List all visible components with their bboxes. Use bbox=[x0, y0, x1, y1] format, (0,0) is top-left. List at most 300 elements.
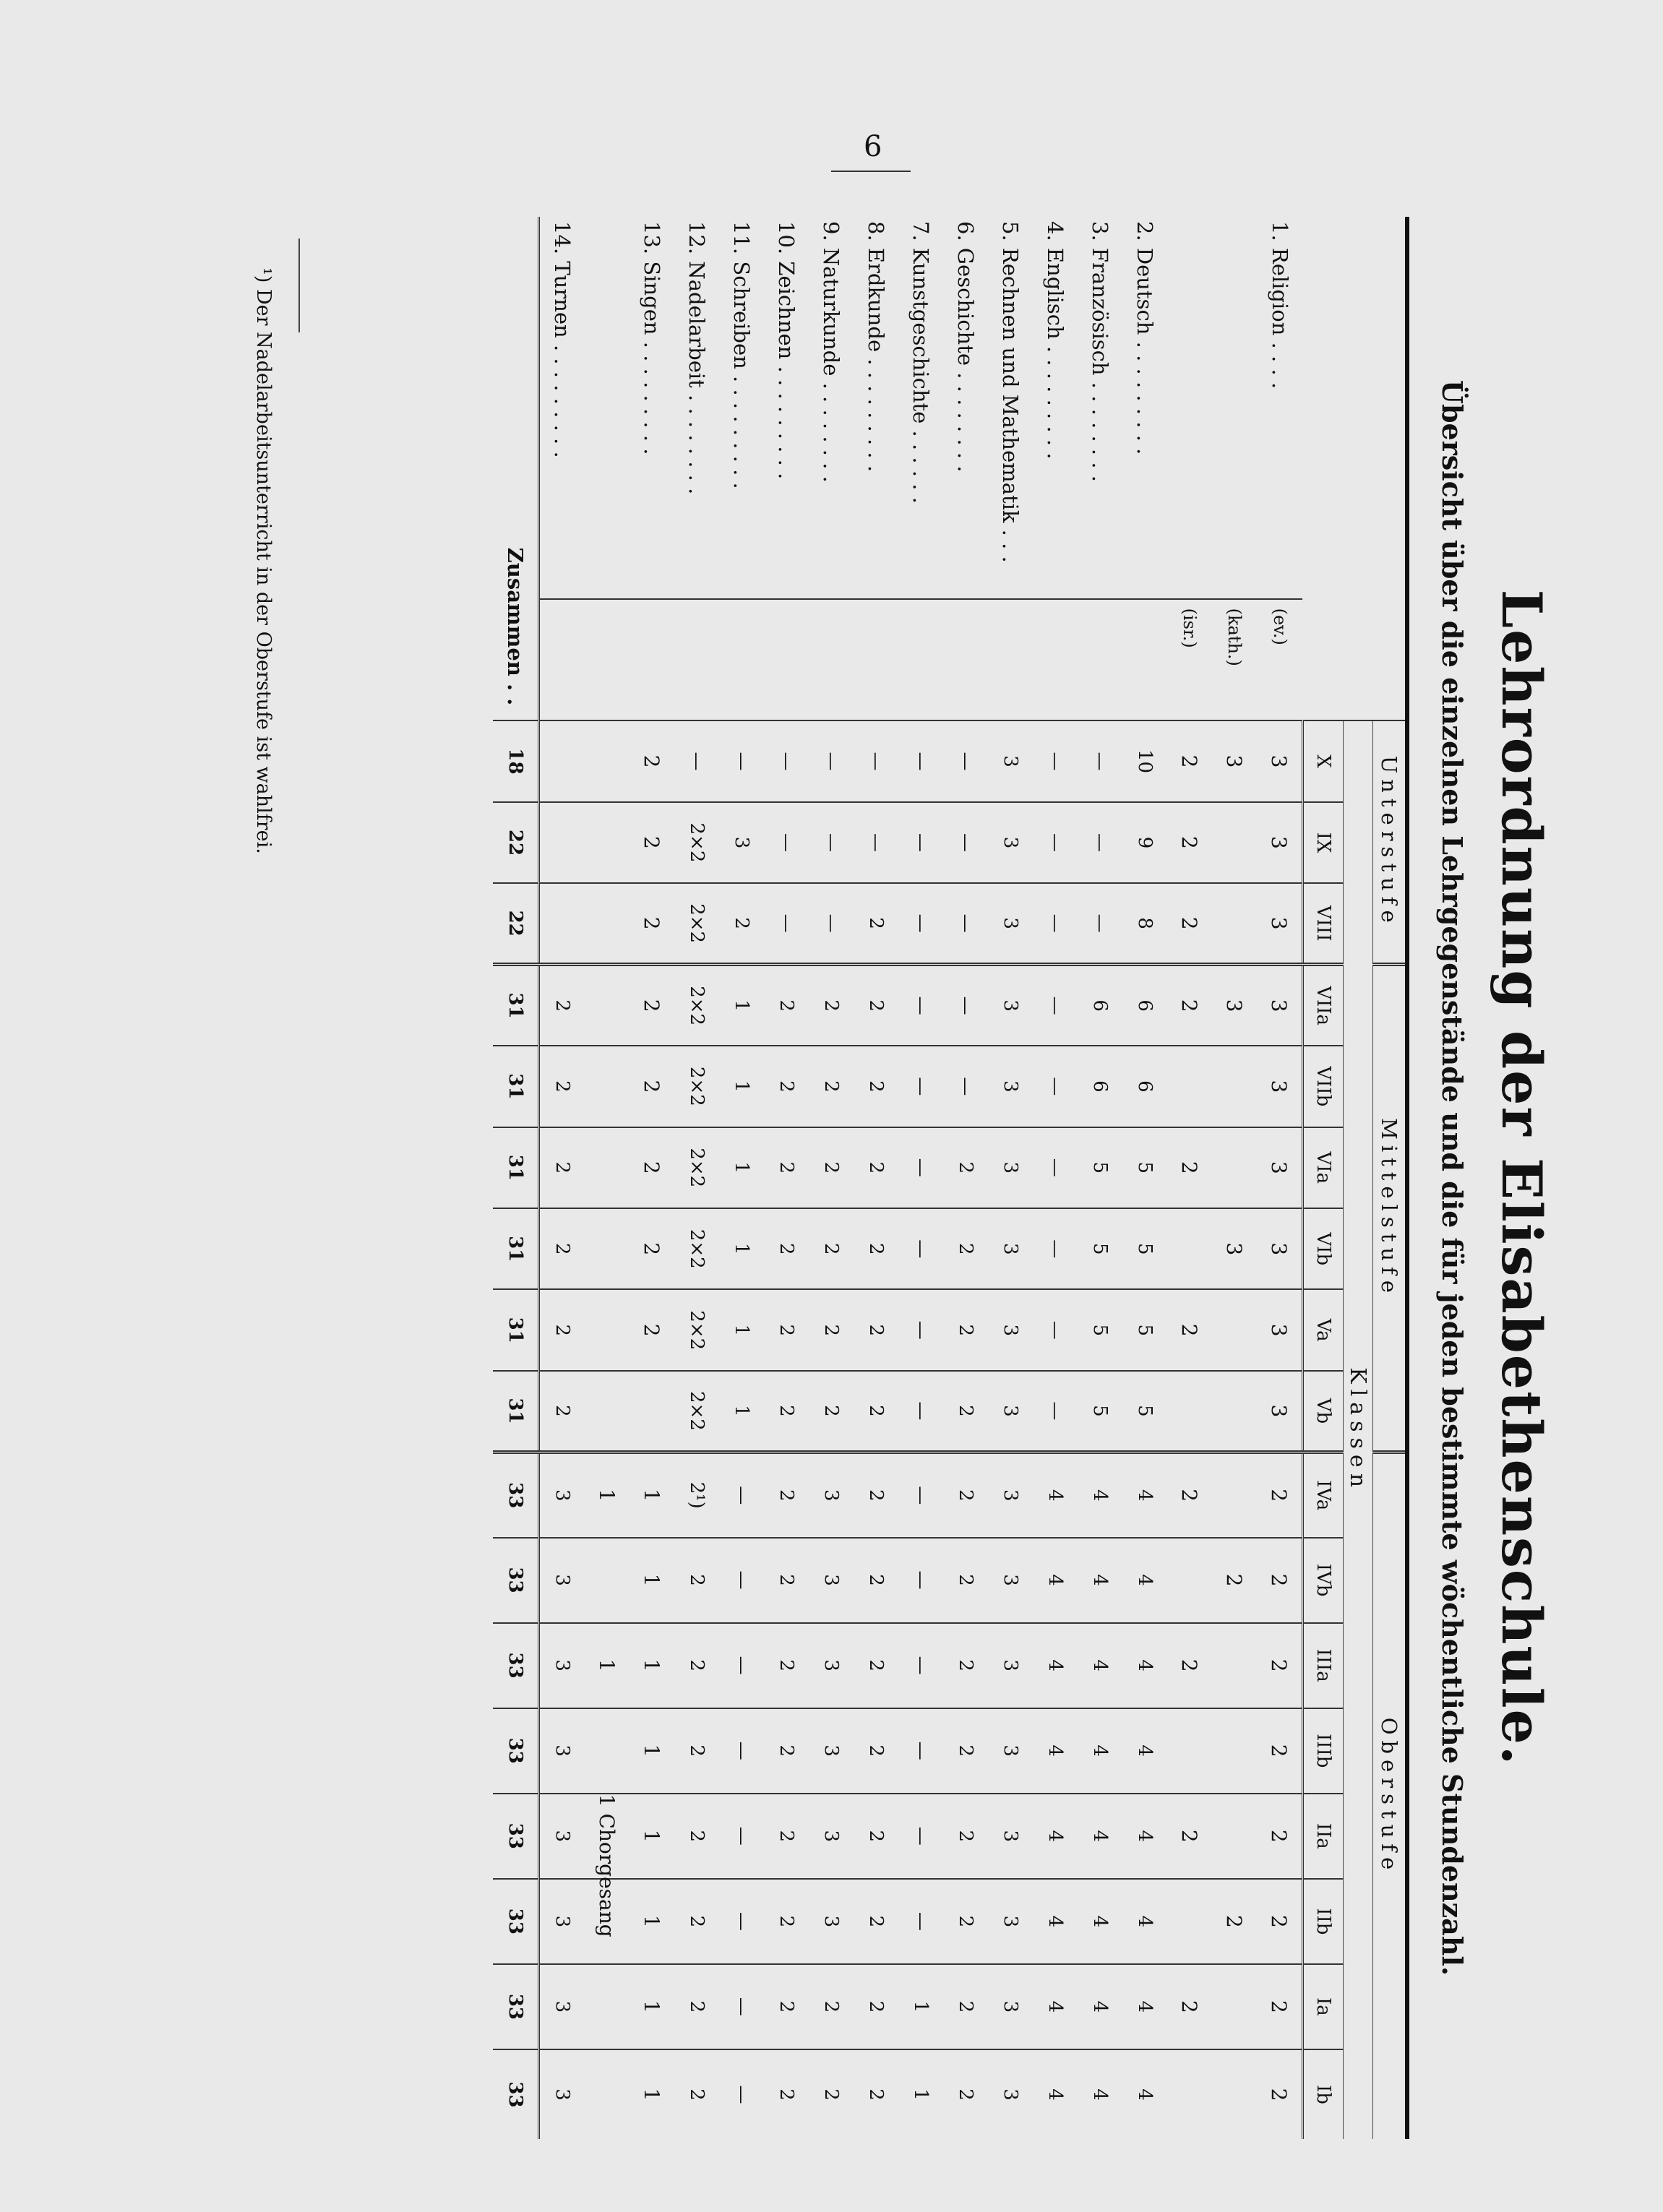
hours-cell: 3 bbox=[988, 1371, 1033, 1452]
hours-cell: 2 bbox=[764, 1794, 809, 1879]
hours-cell: 4 bbox=[1122, 1538, 1167, 1623]
hours-cell: 2×2 bbox=[674, 1046, 719, 1127]
hours-cell: — bbox=[719, 1879, 764, 1964]
hours-cell: 3 bbox=[1257, 1046, 1303, 1127]
subject-row bbox=[539, 217, 585, 2139]
hours-cell: 4 bbox=[1122, 1452, 1167, 1537]
hours-cell: 3 bbox=[1257, 1371, 1303, 1452]
hours-cell: 3 bbox=[809, 1538, 854, 1623]
hours-cell: 3 bbox=[1212, 1208, 1257, 1289]
hours-cell: 2 bbox=[1212, 1879, 1257, 1964]
hours-cell: 2 bbox=[674, 1708, 719, 1794]
hours-cell: 9 bbox=[1122, 802, 1167, 883]
hours-cell: — bbox=[1033, 965, 1078, 1046]
hours-cell: 2 bbox=[764, 1964, 809, 2049]
hours-cell: 1 bbox=[629, 2049, 674, 2139]
hours-cell: 2 bbox=[1167, 883, 1212, 964]
hours-cell bbox=[585, 720, 629, 801]
subject-label: 5. Rechnen und Mathematik . . . bbox=[998, 221, 1023, 563]
hours-cell: 2 bbox=[764, 1289, 809, 1370]
hours-cell: 2 bbox=[764, 1879, 809, 1964]
hours-cell bbox=[539, 883, 585, 964]
hours-cell bbox=[585, 965, 629, 1046]
hours-cell: 1 bbox=[629, 1452, 674, 1537]
hours-cell: 2 bbox=[629, 1046, 674, 1127]
subject-label: 11. Schreiben . . . . . . . . . bbox=[729, 221, 754, 489]
hours-cell: 3 bbox=[988, 720, 1033, 801]
hours-cell: 2 bbox=[854, 1371, 898, 1452]
hours-cell: 1 bbox=[629, 1538, 674, 1623]
hours-cell: 1 bbox=[719, 1046, 764, 1127]
hours-cell: 1 bbox=[629, 1879, 674, 1964]
klassen-label: Klassen bbox=[1344, 720, 1373, 2139]
hours-cell: 3 bbox=[1257, 720, 1303, 801]
hours-cell bbox=[1212, 1623, 1257, 1708]
hours-cell: 4 bbox=[1078, 1623, 1122, 1708]
hours-cell: 3 bbox=[1257, 883, 1303, 964]
hours-cell: 2 bbox=[809, 1964, 854, 2049]
hours-cell: 2×2 bbox=[674, 1371, 719, 1452]
hours-cell: — bbox=[809, 720, 854, 801]
schedule-table bbox=[493, 217, 1405, 2139]
hours-cell: 2 bbox=[764, 1371, 809, 1452]
hours-cell: 2 bbox=[854, 1623, 898, 1708]
hours-cell: 2 bbox=[809, 1208, 854, 1289]
hours-cell: — bbox=[943, 1046, 988, 1127]
total-cell: 18 bbox=[493, 720, 539, 801]
hours-cell: 2 bbox=[629, 883, 674, 964]
hours-cell: 2 bbox=[943, 1289, 988, 1370]
hours-cell: — bbox=[1033, 883, 1078, 964]
hours-cell: 2 bbox=[854, 1452, 898, 1537]
class-header: VIIb bbox=[1303, 1046, 1344, 1127]
hours-cell bbox=[539, 720, 585, 801]
hours-cell: 2 bbox=[674, 1879, 719, 1964]
hours-cell: — bbox=[898, 1127, 943, 1208]
hours-cell: — bbox=[898, 1046, 943, 1127]
total-cell: 22 bbox=[493, 883, 539, 964]
hours-cell: 5 bbox=[1122, 1371, 1167, 1452]
hours-cell bbox=[1167, 1208, 1212, 1289]
hours-cell: 2 bbox=[764, 1623, 809, 1708]
denomination-label bbox=[988, 599, 1033, 721]
hours-cell: 2 bbox=[854, 1964, 898, 2049]
hours-cell: — bbox=[719, 1964, 764, 2049]
hours-cell bbox=[1212, 883, 1257, 964]
subject-row bbox=[719, 217, 764, 2139]
denomination-label bbox=[809, 599, 854, 721]
subject-label: 3. Französisch . . . . . . . . bbox=[1088, 221, 1112, 483]
class-header: IIb bbox=[1303, 1879, 1344, 1964]
total-label: Zusammen . . bbox=[493, 217, 539, 720]
total-cell: 31 bbox=[493, 1289, 539, 1370]
subject-row bbox=[764, 217, 809, 2139]
denomination-label bbox=[674, 599, 719, 721]
hours-cell bbox=[1212, 1964, 1257, 2049]
hours-cell: 2 bbox=[629, 720, 674, 801]
hours-cell: 4 bbox=[1033, 1879, 1078, 1964]
total-cell: 33 bbox=[493, 1879, 539, 1964]
hours-cell: 6 bbox=[1122, 1046, 1167, 1127]
hours-cell: 3 bbox=[1257, 1208, 1303, 1289]
hours-cell: 1 bbox=[629, 1794, 674, 1879]
hours-cell: 2 bbox=[764, 1127, 809, 1208]
total-cell: 33 bbox=[493, 2049, 539, 2139]
hours-cell bbox=[585, 1964, 629, 2049]
hours-cell: 2 bbox=[539, 1046, 585, 1127]
hours-cell: — bbox=[764, 883, 809, 964]
subject-label: 7. Kunstgeschichte . . . . . . bbox=[908, 221, 933, 504]
hours-cell bbox=[585, 1371, 629, 1452]
hours-cell bbox=[1167, 1708, 1212, 1794]
subject-row bbox=[809, 217, 854, 2139]
hours-cell: 4 bbox=[1078, 1794, 1122, 1879]
subject-row bbox=[854, 217, 898, 2139]
class-header: VIIa bbox=[1303, 965, 1344, 1046]
hours-cell: 2 bbox=[764, 1046, 809, 1127]
hours-cell: 3 bbox=[539, 1708, 585, 1794]
hours-cell: — bbox=[898, 965, 943, 1046]
hours-cell bbox=[539, 802, 585, 883]
hours-cell: 1 bbox=[585, 1623, 629, 1708]
total-cell: 31 bbox=[493, 1046, 539, 1127]
hours-cell bbox=[585, 802, 629, 883]
hours-cell: 2 bbox=[1167, 720, 1212, 801]
hours-cell: 2 bbox=[1257, 1794, 1303, 1879]
hours-cell: 4 bbox=[1078, 1452, 1122, 1537]
hours-cell bbox=[585, 1046, 629, 1127]
subject-label bbox=[585, 217, 629, 599]
hours-cell: — bbox=[764, 720, 809, 801]
hours-cell: 2 bbox=[943, 1371, 988, 1452]
hours-cell: 2 bbox=[809, 965, 854, 1046]
hours-cell: 1 bbox=[585, 1452, 629, 1537]
hours-cell: — bbox=[943, 965, 988, 1046]
total-cell: 33 bbox=[493, 1623, 539, 1708]
hours-cell bbox=[1167, 1879, 1212, 1964]
hours-cell: 2 bbox=[764, 1208, 809, 1289]
hours-cell: — bbox=[898, 1452, 943, 1537]
hours-cell: 3 bbox=[719, 802, 764, 883]
subject-row bbox=[988, 217, 1033, 2139]
hours-cell: 3 bbox=[1212, 720, 1257, 801]
schedule-table-body bbox=[493, 217, 1405, 2139]
hours-cell: 3 bbox=[988, 1879, 1033, 1964]
hours-cell: 3 bbox=[809, 1708, 854, 1794]
hours-cell: 1 bbox=[629, 1623, 674, 1708]
denomination-label bbox=[1033, 599, 1078, 721]
hours-cell: 2 bbox=[943, 1538, 988, 1623]
hours-cell bbox=[1212, 1794, 1257, 1879]
hours-cell: 2 bbox=[629, 1208, 674, 1289]
total-cell: 22 bbox=[493, 802, 539, 883]
hours-cell: 2 bbox=[1167, 1623, 1212, 1708]
denomination-label bbox=[1078, 599, 1122, 721]
total-cell: 31 bbox=[493, 1371, 539, 1452]
hours-cell: 2 bbox=[854, 883, 898, 964]
hours-cell: 3 bbox=[809, 1623, 854, 1708]
hours-cell: 2 bbox=[943, 1879, 988, 1964]
hours-cell: 2 bbox=[629, 965, 674, 1046]
hours-cell: 4 bbox=[1078, 2049, 1122, 2139]
hours-cell: — bbox=[719, 1623, 764, 1708]
hours-cell: — bbox=[898, 1708, 943, 1794]
hours-cell: 2 bbox=[943, 1964, 988, 2049]
hours-cell: 2 bbox=[764, 1708, 809, 1794]
hours-cell: — bbox=[1078, 883, 1122, 964]
hours-cell: 3 bbox=[539, 2049, 585, 2139]
hours-cell: 3 bbox=[539, 1794, 585, 1879]
hours-cell: 3 bbox=[1257, 1289, 1303, 1370]
page-number-rule bbox=[831, 171, 911, 172]
subject-row bbox=[1167, 217, 1212, 2139]
class-header: IIIb bbox=[1303, 1708, 1344, 1794]
hours-cell: 2×2 bbox=[674, 1127, 719, 1208]
hours-cell: 5 bbox=[1122, 1208, 1167, 1289]
hours-cell: — bbox=[1033, 1289, 1078, 1370]
subject-label: 12. Nadelarbeit . . . . . . . . bbox=[684, 221, 709, 495]
hours-cell: 2 bbox=[1257, 2049, 1303, 2139]
hours-cell bbox=[1167, 1371, 1212, 1452]
rotated-content bbox=[231, 217, 1554, 2139]
hours-cell: 3 bbox=[988, 883, 1033, 964]
total-cell: 33 bbox=[493, 1708, 539, 1794]
hours-cell: — bbox=[1033, 1046, 1078, 1127]
hours-cell: — bbox=[719, 2049, 764, 2139]
hours-cell: 4 bbox=[1078, 1964, 1122, 2049]
hours-cell: 2 bbox=[674, 1623, 719, 1708]
hours-cell: 2 bbox=[1257, 1538, 1303, 1623]
subject-row bbox=[1078, 217, 1122, 2139]
hours-cell: 2 bbox=[1257, 1879, 1303, 1964]
hours-cell bbox=[1212, 1046, 1257, 1127]
footnote-rule bbox=[298, 238, 300, 332]
hours-cell: 2×2 bbox=[674, 1208, 719, 1289]
class-header: Ib bbox=[1303, 2049, 1344, 2139]
class-header: IIa bbox=[1303, 1794, 1344, 1879]
subject-row bbox=[1257, 217, 1303, 2139]
hours-cell: 2 bbox=[674, 1538, 719, 1623]
total-cell: 33 bbox=[493, 1452, 539, 1537]
hours-cell: 3 bbox=[988, 1452, 1033, 1537]
hours-cell: 6 bbox=[1078, 1046, 1122, 1127]
hours-cell: 2 bbox=[854, 1127, 898, 1208]
hours-cell: 2 bbox=[1167, 965, 1212, 1046]
hours-cell: 4 bbox=[1122, 1964, 1167, 2049]
denomination-label bbox=[539, 599, 585, 721]
hours-cell: 2 bbox=[719, 883, 764, 964]
class-header: Ia bbox=[1303, 1964, 1344, 2049]
hours-cell: — bbox=[898, 802, 943, 883]
hours-cell: 2 bbox=[809, 1289, 854, 1370]
hours-cell: 2 bbox=[764, 965, 809, 1046]
subject-label: 9. Naturkunde . . . . . . . . bbox=[819, 221, 843, 483]
hours-cell: 2 bbox=[539, 1371, 585, 1452]
page-subtitle: Übersicht über die einzelnen Lehrgegenstände und die für jeden bestimmte wöchentliche Stundenzahl. bbox=[1436, 379, 1469, 1976]
denomination-label bbox=[898, 599, 943, 721]
hours-cell: — bbox=[854, 802, 898, 883]
subject-label: 13. Singen . . . . . . . . . bbox=[640, 221, 664, 455]
hours-cell: 3 bbox=[988, 2049, 1033, 2139]
subject-row bbox=[898, 217, 943, 2139]
hours-cell: 1 bbox=[719, 1289, 764, 1370]
hours-cell: — bbox=[943, 883, 988, 964]
hours-cell: 2×2 bbox=[674, 1289, 719, 1370]
subject-label: 14. Turnen . . . . . . . . . bbox=[550, 221, 575, 458]
hours-cell: 3 bbox=[988, 1127, 1033, 1208]
hours-cell: 4 bbox=[1122, 1879, 1167, 1964]
hours-cell: — bbox=[719, 720, 764, 801]
hours-cell bbox=[585, 1127, 629, 1208]
hours-cell: 2×2 bbox=[674, 965, 719, 1046]
subject-label: 1. Religion . . . . bbox=[1267, 221, 1292, 390]
hours-cell bbox=[585, 2049, 629, 2139]
hours-cell: 2 bbox=[1212, 1538, 1257, 1623]
hours-cell: 3 bbox=[539, 1623, 585, 1708]
hours-cell: 3 bbox=[539, 1452, 585, 1537]
hours-cell: — bbox=[898, 883, 943, 964]
hours-cell: 2¹) bbox=[674, 1452, 719, 1537]
hours-cell: 3 bbox=[988, 965, 1033, 1046]
hours-cell: 2 bbox=[943, 1623, 988, 1708]
hours-cell: — bbox=[898, 1794, 943, 1879]
hours-cell: 2×2 bbox=[674, 802, 719, 883]
hours-cell: 8 bbox=[1122, 883, 1167, 964]
hours-cell bbox=[1212, 1371, 1257, 1452]
hours-cell: — bbox=[898, 1623, 943, 1708]
total-cell: 33 bbox=[493, 1964, 539, 2049]
hours-cell: — bbox=[943, 802, 988, 883]
hours-cell: 2 bbox=[943, 1708, 988, 1794]
hours-cell: 2 bbox=[1257, 1623, 1303, 1708]
footnote: ¹) Der Nadelarbeitsunterricht in der Oberstufe ist wahlfrei. bbox=[252, 267, 275, 854]
subject-row bbox=[943, 217, 988, 2139]
class-header: IVb bbox=[1303, 1538, 1344, 1623]
group-header-3: Oberstufe bbox=[1373, 1452, 1406, 2139]
hours-cell: 1 Chorgesang bbox=[585, 1794, 629, 1879]
hours-cell: 2 bbox=[539, 965, 585, 1046]
hours-cell bbox=[585, 1538, 629, 1623]
hours-cell: 2 bbox=[854, 1794, 898, 1879]
subject-label: 10. Zeichnen . . . . . . . . . bbox=[774, 221, 799, 480]
class-header: Va bbox=[1303, 1289, 1344, 1370]
denomination-label bbox=[629, 599, 674, 721]
hours-cell: 3 bbox=[1257, 802, 1303, 883]
hours-cell: 3 bbox=[988, 1538, 1033, 1623]
hours-cell: 2 bbox=[1167, 1289, 1212, 1370]
hours-cell: — bbox=[809, 883, 854, 964]
class-header: VIa bbox=[1303, 1127, 1344, 1208]
hours-cell: 2 bbox=[1257, 1964, 1303, 2049]
hours-cell: 2 bbox=[943, 2049, 988, 2139]
total-cell: 33 bbox=[493, 1794, 539, 1879]
hours-cell: 2 bbox=[629, 1127, 674, 1208]
hours-cell: 2 bbox=[629, 1289, 674, 1370]
hours-cell: 2 bbox=[854, 1289, 898, 1370]
hours-cell: 2 bbox=[854, 965, 898, 1046]
hours-cell: 1 bbox=[719, 1127, 764, 1208]
page-number: 6 bbox=[864, 130, 882, 163]
hours-cell: 2 bbox=[809, 1371, 854, 1452]
hours-cell bbox=[1212, 2049, 1257, 2139]
hours-cell: 2 bbox=[629, 802, 674, 883]
hours-cell bbox=[1212, 1127, 1257, 1208]
hours-cell: 4 bbox=[1033, 1708, 1078, 1794]
subject-row bbox=[674, 217, 719, 2139]
hours-cell: 3 bbox=[1257, 965, 1303, 1046]
class-header: VIb bbox=[1303, 1208, 1344, 1289]
hours-cell: 3 bbox=[988, 1794, 1033, 1879]
hours-cell: 2 bbox=[809, 2049, 854, 2139]
hours-cell bbox=[585, 1208, 629, 1289]
hours-cell: 3 bbox=[988, 1046, 1033, 1127]
hours-cell: 3 bbox=[809, 1452, 854, 1537]
hours-cell: — bbox=[898, 1879, 943, 1964]
hours-cell bbox=[1212, 1289, 1257, 1370]
hours-cell: 4 bbox=[1078, 1879, 1122, 1964]
hours-cell: 5 bbox=[1078, 1127, 1122, 1208]
denomination-label bbox=[585, 599, 629, 721]
hours-cell: 4 bbox=[1033, 1964, 1078, 2049]
hours-cell: 4 bbox=[1033, 1623, 1078, 1708]
hours-cell: 1 bbox=[629, 1964, 674, 2049]
hours-cell bbox=[1167, 1046, 1212, 1127]
subject-label bbox=[1212, 217, 1257, 599]
hours-cell: 2 bbox=[854, 1879, 898, 1964]
hours-cell: 2 bbox=[943, 1452, 988, 1537]
subject-row bbox=[1212, 217, 1257, 2139]
hours-cell: — bbox=[1078, 802, 1122, 883]
hours-cell: 10 bbox=[1122, 720, 1167, 801]
hours-cell: — bbox=[674, 720, 719, 801]
hours-cell: 3 bbox=[988, 802, 1033, 883]
hours-cell: 3 bbox=[1257, 1127, 1303, 1208]
hours-cell bbox=[1212, 1708, 1257, 1794]
hours-cell: 4 bbox=[1033, 2049, 1078, 2139]
hours-cell: 2 bbox=[1167, 1794, 1212, 1879]
hours-cell: 4 bbox=[1033, 1794, 1078, 1879]
hours-cell: 1 bbox=[719, 1208, 764, 1289]
hours-cell: 2×2 bbox=[674, 883, 719, 964]
subject-label: 8. Erdkunde . . . . . . . . . bbox=[864, 221, 888, 473]
total-row bbox=[493, 217, 539, 2139]
subject-row bbox=[629, 217, 674, 2139]
hours-cell: 4 bbox=[1122, 1708, 1167, 1794]
hours-cell bbox=[585, 883, 629, 964]
hours-cell: 2 bbox=[854, 1046, 898, 1127]
hours-cell: 1 bbox=[719, 965, 764, 1046]
hours-cell: — bbox=[898, 1289, 943, 1370]
hours-cell: — bbox=[719, 1708, 764, 1794]
hours-cell: — bbox=[764, 802, 809, 883]
hours-cell: 1 bbox=[898, 1964, 943, 2049]
hours-cell: 2 bbox=[1167, 1452, 1212, 1537]
hours-cell: 3 bbox=[539, 1964, 585, 2049]
group-header-row bbox=[1373, 217, 1406, 2139]
hours-cell: — bbox=[719, 1794, 764, 1879]
class-header: IIIa bbox=[1303, 1623, 1344, 1708]
hours-cell: — bbox=[719, 1538, 764, 1623]
schedule-table-wrap bbox=[493, 217, 1409, 2139]
hours-cell: 2 bbox=[764, 1538, 809, 1623]
hours-cell bbox=[585, 1289, 629, 1370]
hours-cell: 5 bbox=[1122, 1289, 1167, 1370]
denomination-label bbox=[1122, 599, 1167, 721]
hours-cell: 4 bbox=[1078, 1708, 1122, 1794]
hours-cell: 2 bbox=[764, 1452, 809, 1537]
hours-cell: 5 bbox=[1078, 1208, 1122, 1289]
subject-row bbox=[585, 217, 629, 2139]
